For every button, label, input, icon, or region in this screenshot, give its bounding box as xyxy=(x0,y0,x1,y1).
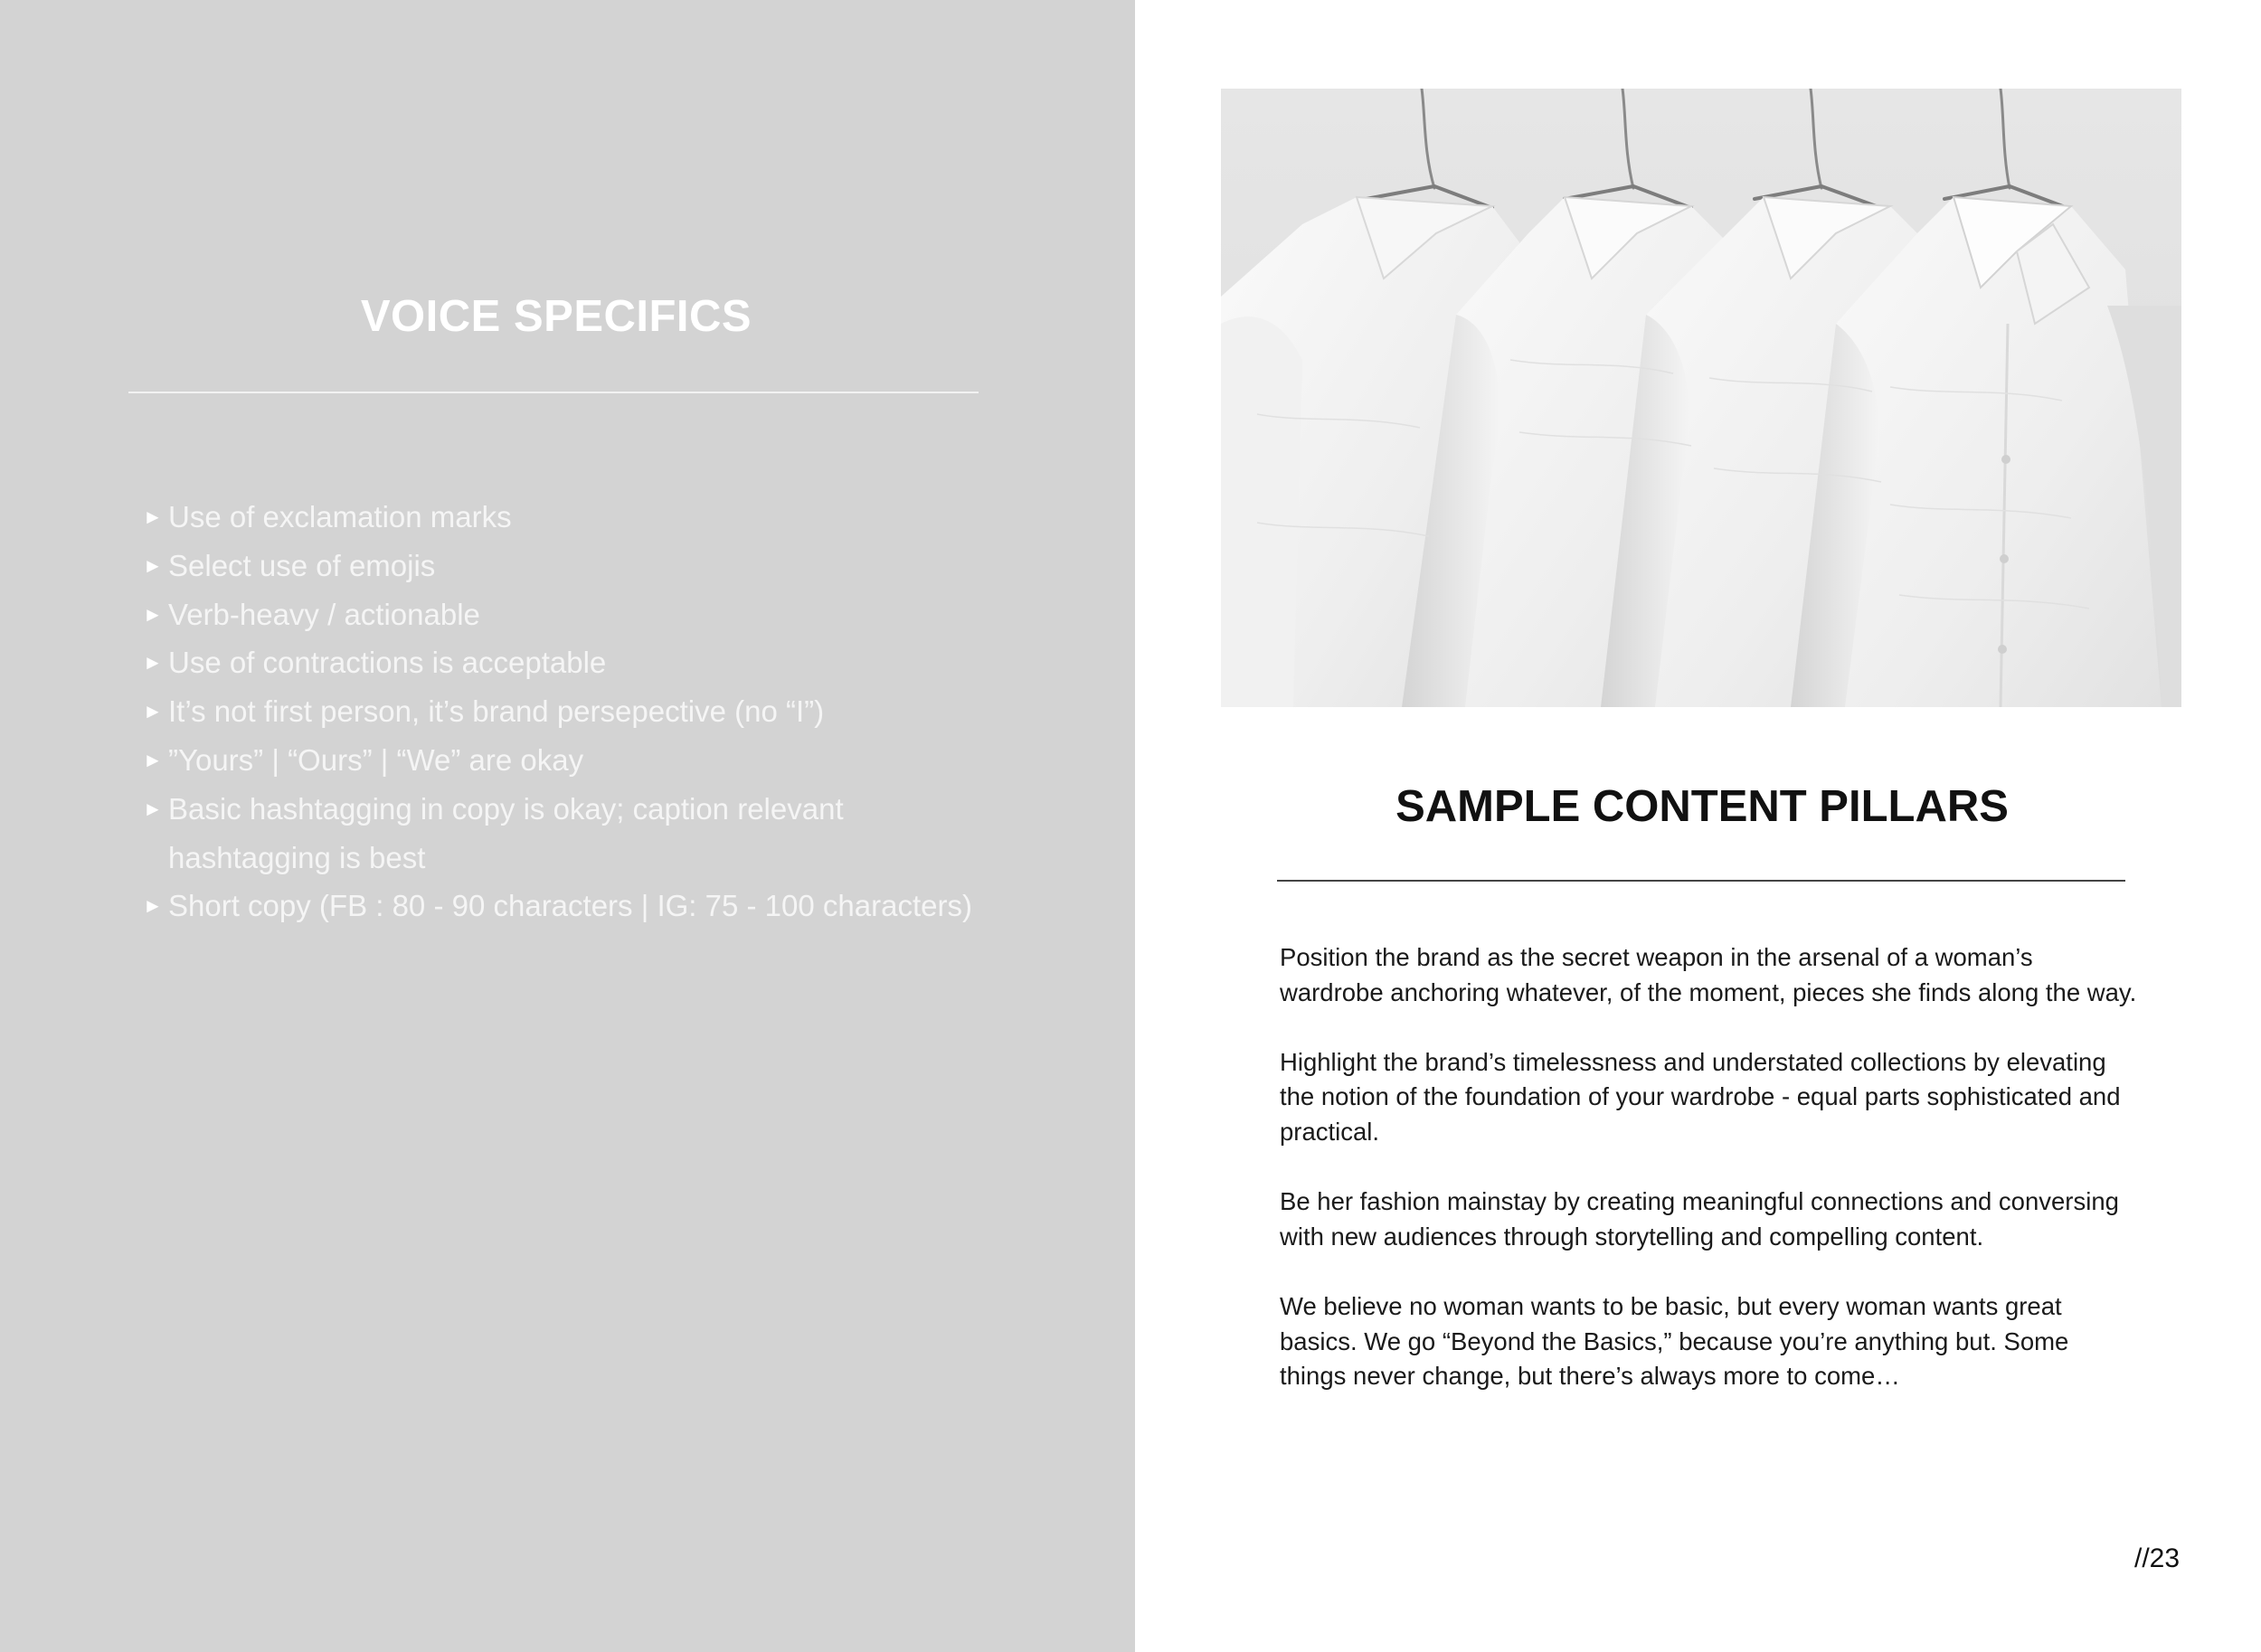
voice-item-text: Basic hashtagging in copy is okay; caption relevant hashtagging is best xyxy=(168,791,844,874)
voice-item-pronouns xyxy=(143,736,1011,785)
voice-specifics-title: VOICE SPECIFICS xyxy=(360,292,752,341)
content-pillars-title: SAMPLE CONTENT PILLARS xyxy=(1395,782,2009,831)
bullet-arrow-icon: ► xyxy=(143,748,163,771)
content-pillars-body xyxy=(1280,940,2139,1429)
voice-specifics-list xyxy=(143,493,1011,930)
voice-item-text: ”Yours” | “Ours” | “We” are okay xyxy=(168,742,584,777)
voice-item-emojis xyxy=(143,542,1011,590)
voice-item-text: Use of exclamation marks xyxy=(168,500,512,533)
page-number: //23 xyxy=(2134,1543,2181,1573)
voice-item-contractions xyxy=(143,638,1011,687)
pillar-paragraph-secret-weapon: Position the brand as the secret weapon in the arsenal of a woman’s wardrobe anchoring whatever, of the moment, pieces she finds along the way. xyxy=(1280,943,2137,1006)
bullet-arrow-icon: ► xyxy=(143,700,163,723)
voice-item-text: Short copy (FB : 80 - 90 characters | IG: 75 - 100 characters) xyxy=(168,889,972,923)
content-pillars-divider xyxy=(1277,880,2125,882)
voice-item-text: It’s not first person, it’s brand persepective (no “I”) xyxy=(168,694,825,729)
pillar-paragraph-timelessness: Highlight the brand’s timelessness and understated collections by elevating the notion of the foundation of your wardrobe - equal parts sophisticated and practical. xyxy=(1280,1047,2121,1146)
voice-item-perspective xyxy=(143,687,1011,736)
pillar-paragraph-beyond-basics: We believe no woman wants to be basic, but every woman wants great basics. We go “Beyond the Basics,” because you’re anything but. Some things never change, but there’s always more to come… xyxy=(1280,1291,2069,1391)
bullet-arrow-icon: ► xyxy=(143,505,163,528)
voice-item-text: Verb-heavy / actionable xyxy=(168,597,480,631)
bullet-arrow-icon: ► xyxy=(143,894,163,918)
bullet-arrow-icon: ► xyxy=(143,797,163,820)
voice-item-text: Use of contractions is acceptable xyxy=(168,646,607,680)
voice-item-text: Select use of emojis xyxy=(168,548,436,582)
voice-item-hashtagging xyxy=(143,785,1011,883)
voice-item-short-copy xyxy=(143,882,1011,930)
voice-specifics-divider xyxy=(128,392,979,393)
voice-item-verb-heavy xyxy=(143,590,1011,639)
bullet-arrow-icon: ► xyxy=(143,602,163,626)
voice-item-exclamation xyxy=(143,493,1011,542)
bullet-arrow-icon: ► xyxy=(143,553,163,577)
bullet-arrow-icon: ► xyxy=(143,651,163,675)
white-shirts-photo xyxy=(1221,89,2181,707)
pillar-paragraph-mainstay: Be her fashion mainstay by creating meaningful connections and conversing with new audiences through storytelling and compelling content. xyxy=(1280,1187,2119,1251)
